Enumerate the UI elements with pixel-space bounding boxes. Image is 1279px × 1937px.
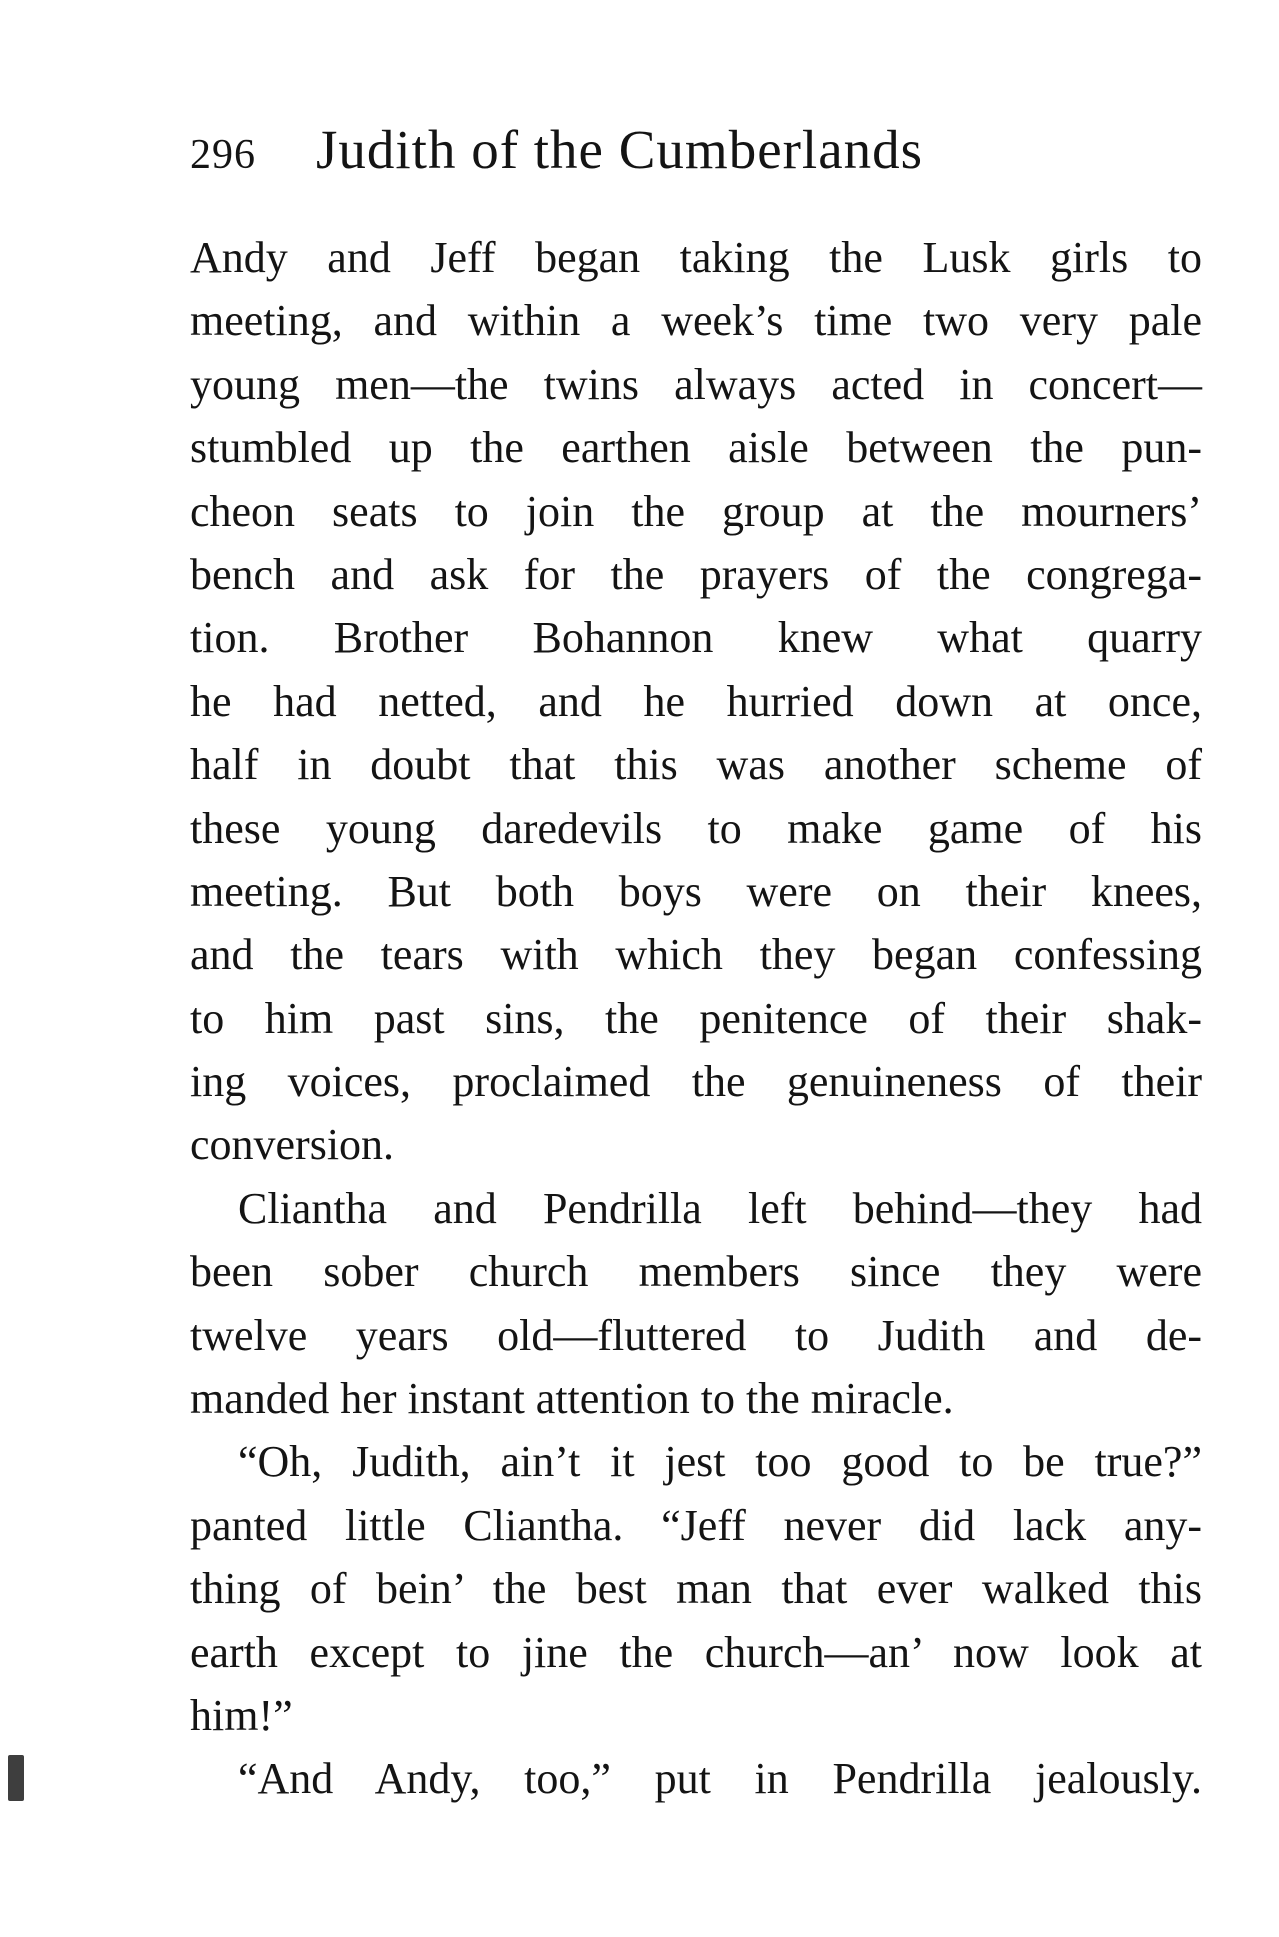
- paragraph: [190, 1177, 1202, 1431]
- text-line: young men—the twins always acted in concert—: [190, 359, 1202, 409]
- text-line: to him past sins, the penitence of their shak-: [190, 993, 1202, 1043]
- text-line: half in doubt that this was another scheme of: [190, 740, 1202, 790]
- running-head: [190, 118, 1090, 188]
- text-line: meeting. But both boys were on their knees,: [190, 866, 1202, 916]
- text-line: tion. Brother Bohannon knew what quarry: [190, 613, 1202, 663]
- text-line: he had netted, and he hurried down at once,: [190, 676, 1202, 726]
- text-line: bench and ask for the prayers of the congrega-: [190, 549, 1202, 599]
- paragraph: [190, 1747, 1202, 1810]
- paragraph: [190, 1430, 1202, 1747]
- text-line: “Oh, Judith, ain’t it jest too good to be true?”: [238, 1437, 1202, 1487]
- paragraph: [190, 226, 1202, 1177]
- text-line: panted little Cliantha. “Jeff never did lack any-: [190, 1500, 1202, 1550]
- scan-artifact: [8, 1755, 24, 1801]
- text-line: conversion.: [190, 1120, 395, 1170]
- text-line: cheon seats to join the group at the mourners’: [190, 486, 1202, 536]
- text-line: him!”: [190, 1690, 293, 1740]
- text-line: manded her instant attention to the miracle.: [190, 1374, 954, 1424]
- text-line: Andy and Jeff began taking the Lusk girls to: [190, 233, 1202, 282]
- running-title: Judith of the Cumberlands: [316, 119, 924, 180]
- text-line: ing voices, proclaimed the genuineness of their: [190, 1057, 1202, 1107]
- text-line: “And Andy, too,” put in Pendrilla jealously.: [238, 1754, 1202, 1804]
- text-line: twelve years old—fluttered to Judith and de-: [190, 1310, 1202, 1360]
- page-number: 296: [190, 132, 256, 178]
- text-line: meeting, and within a week’s time two very pale: [190, 296, 1202, 346]
- text-line: and the tears with which they began confessing: [190, 930, 1202, 980]
- text-line: these young daredevils to make game of his: [190, 803, 1202, 853]
- text-line: Cliantha and Pendrilla left behind—they had: [238, 1183, 1202, 1233]
- text-line: thing of bein’ the best man that ever walked this: [190, 1564, 1202, 1614]
- body-text: [190, 226, 1202, 1811]
- text-line: stumbled up the earthen aisle between the pun-: [190, 423, 1202, 473]
- text-line: been sober church members since they were: [190, 1247, 1202, 1297]
- text-line: earth except to jine the church—an’ now look at: [190, 1627, 1202, 1677]
